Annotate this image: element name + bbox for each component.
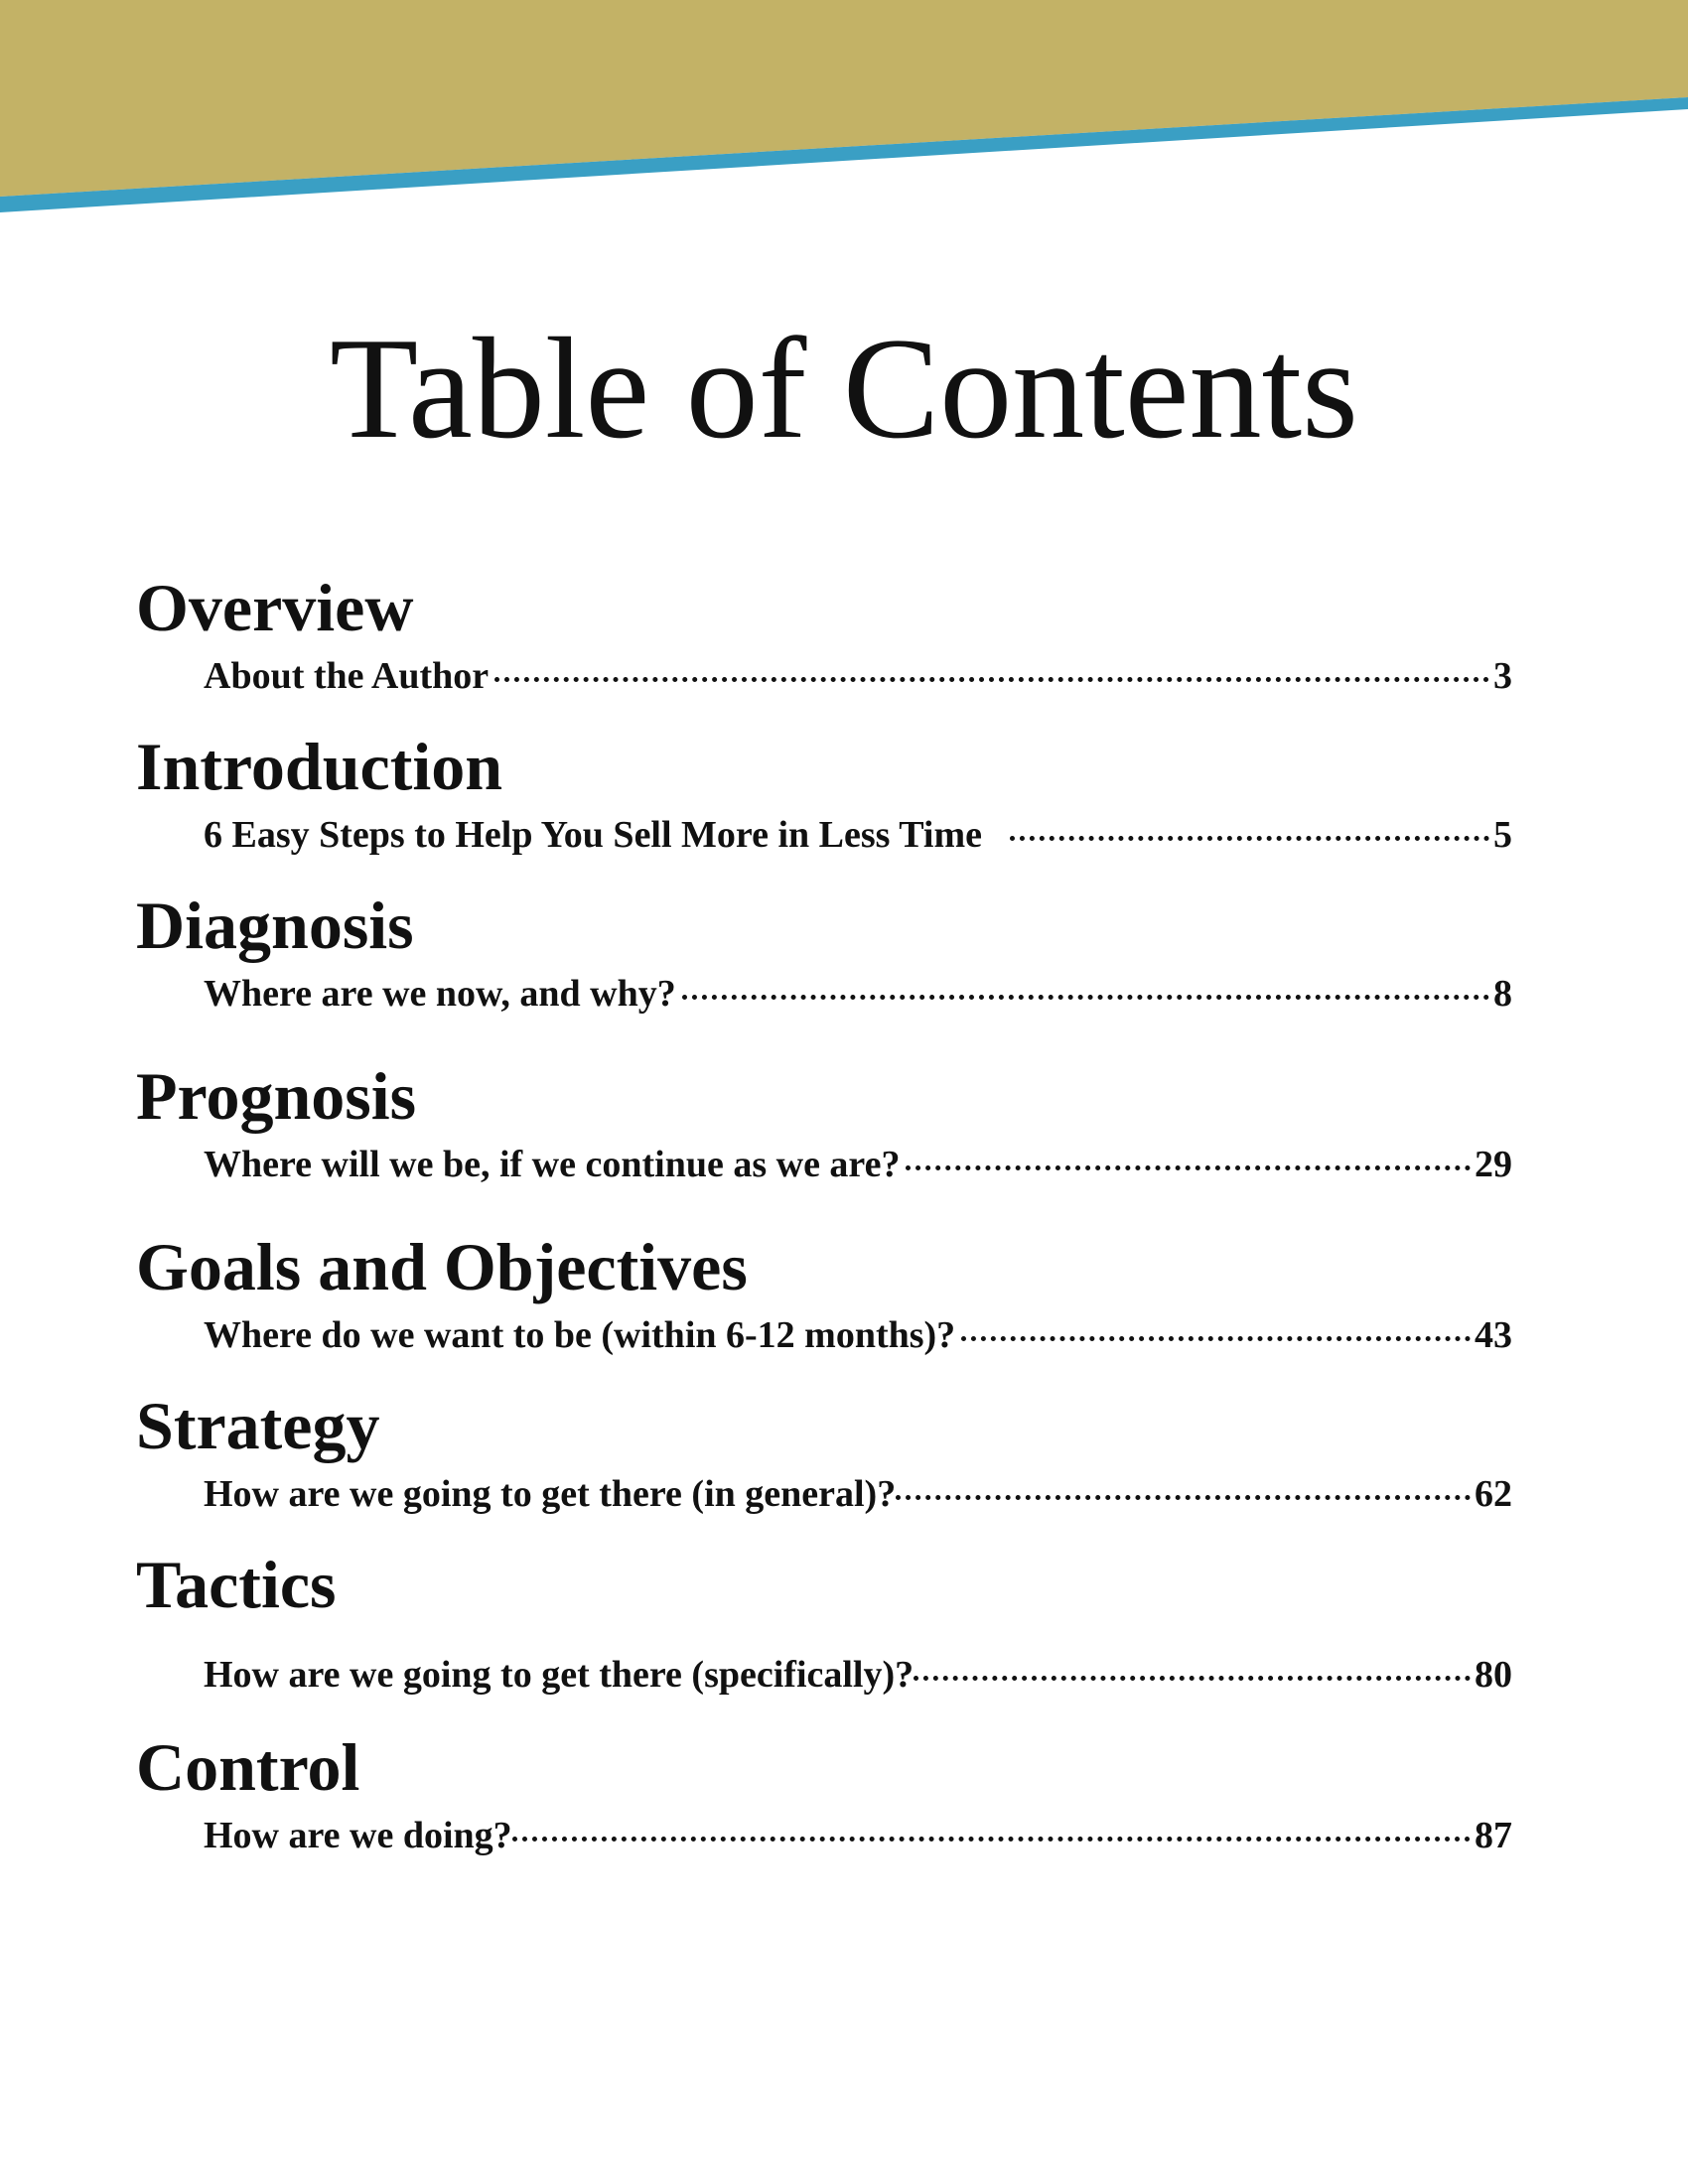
dot-leader [906, 1165, 1471, 1170]
entry-title: About the Author [204, 655, 490, 697]
banner-gold-band [0, 0, 1688, 197]
toc-section-prognosis [136, 1058, 1512, 1185]
dot-leader [914, 1676, 1471, 1681]
section-heading: Goals and Objectives [136, 1229, 748, 1304]
dot-leader [1010, 836, 1489, 841]
entry-page-number: 8 [1493, 973, 1512, 1015]
toc-entry[interactable] [204, 1817, 1512, 1854]
section-heading: Overview [136, 570, 414, 645]
toc-section-introduction [136, 729, 1512, 856]
entry-page-number: 5 [1493, 814, 1512, 856]
section-heading: Control [136, 1729, 360, 1805]
page-title: Table of Contents [330, 308, 1358, 469]
toc-section-goals-and-objectives [136, 1229, 1512, 1356]
toc-entry[interactable] [204, 1656, 1512, 1694]
entry-title: 6 Easy Steps to Help You Sell More in Less Time [204, 814, 982, 856]
toc-section-tactics [136, 1547, 1512, 1696]
dot-leader [512, 1837, 1471, 1842]
toc-section-strategy [136, 1388, 1512, 1515]
entry-title: How are we going to get there (in general)? [204, 1473, 897, 1515]
section-heading: Prognosis [136, 1058, 417, 1134]
toc-entry[interactable] [204, 1475, 1512, 1513]
section-heading: Tactics [136, 1547, 337, 1622]
entry-title: Where do we want to be (within 6-12 months)? [204, 1314, 956, 1356]
section-heading: Diagnosis [136, 887, 414, 963]
header-banner [0, 0, 1688, 228]
toc-section-diagnosis [136, 887, 1512, 1015]
toc-entry[interactable] [204, 816, 1512, 854]
entry-page-number: 29 [1475, 1144, 1512, 1185]
entry-page-number: 87 [1475, 1815, 1512, 1856]
dot-leader [896, 1495, 1471, 1500]
toc-entry[interactable] [204, 657, 1512, 695]
entry-page-number: 3 [1493, 655, 1512, 697]
toc-entry[interactable] [204, 975, 1512, 1013]
entry-title: Where will we be, if we continue as we are? [204, 1144, 901, 1185]
entry-page-number: 43 [1475, 1314, 1512, 1356]
entry-title: How are we going to get there (specifically)? [204, 1654, 914, 1696]
dot-leader [961, 1336, 1471, 1341]
entry-title: Where are we now, and why? [204, 973, 676, 1015]
section-heading: Strategy [136, 1388, 380, 1463]
toc-entry[interactable] [204, 1316, 1512, 1354]
dot-leader [682, 995, 1489, 1000]
toc-section-control [136, 1729, 1512, 1856]
section-heading: Introduction [136, 729, 503, 804]
entry-page-number: 62 [1475, 1473, 1512, 1515]
dot-leader [494, 677, 1489, 682]
entry-title: How are we doing? [204, 1815, 512, 1856]
entry-page-number: 80 [1475, 1654, 1512, 1696]
toc-entry[interactable] [204, 1146, 1512, 1183]
toc-section-overview [136, 570, 1512, 697]
